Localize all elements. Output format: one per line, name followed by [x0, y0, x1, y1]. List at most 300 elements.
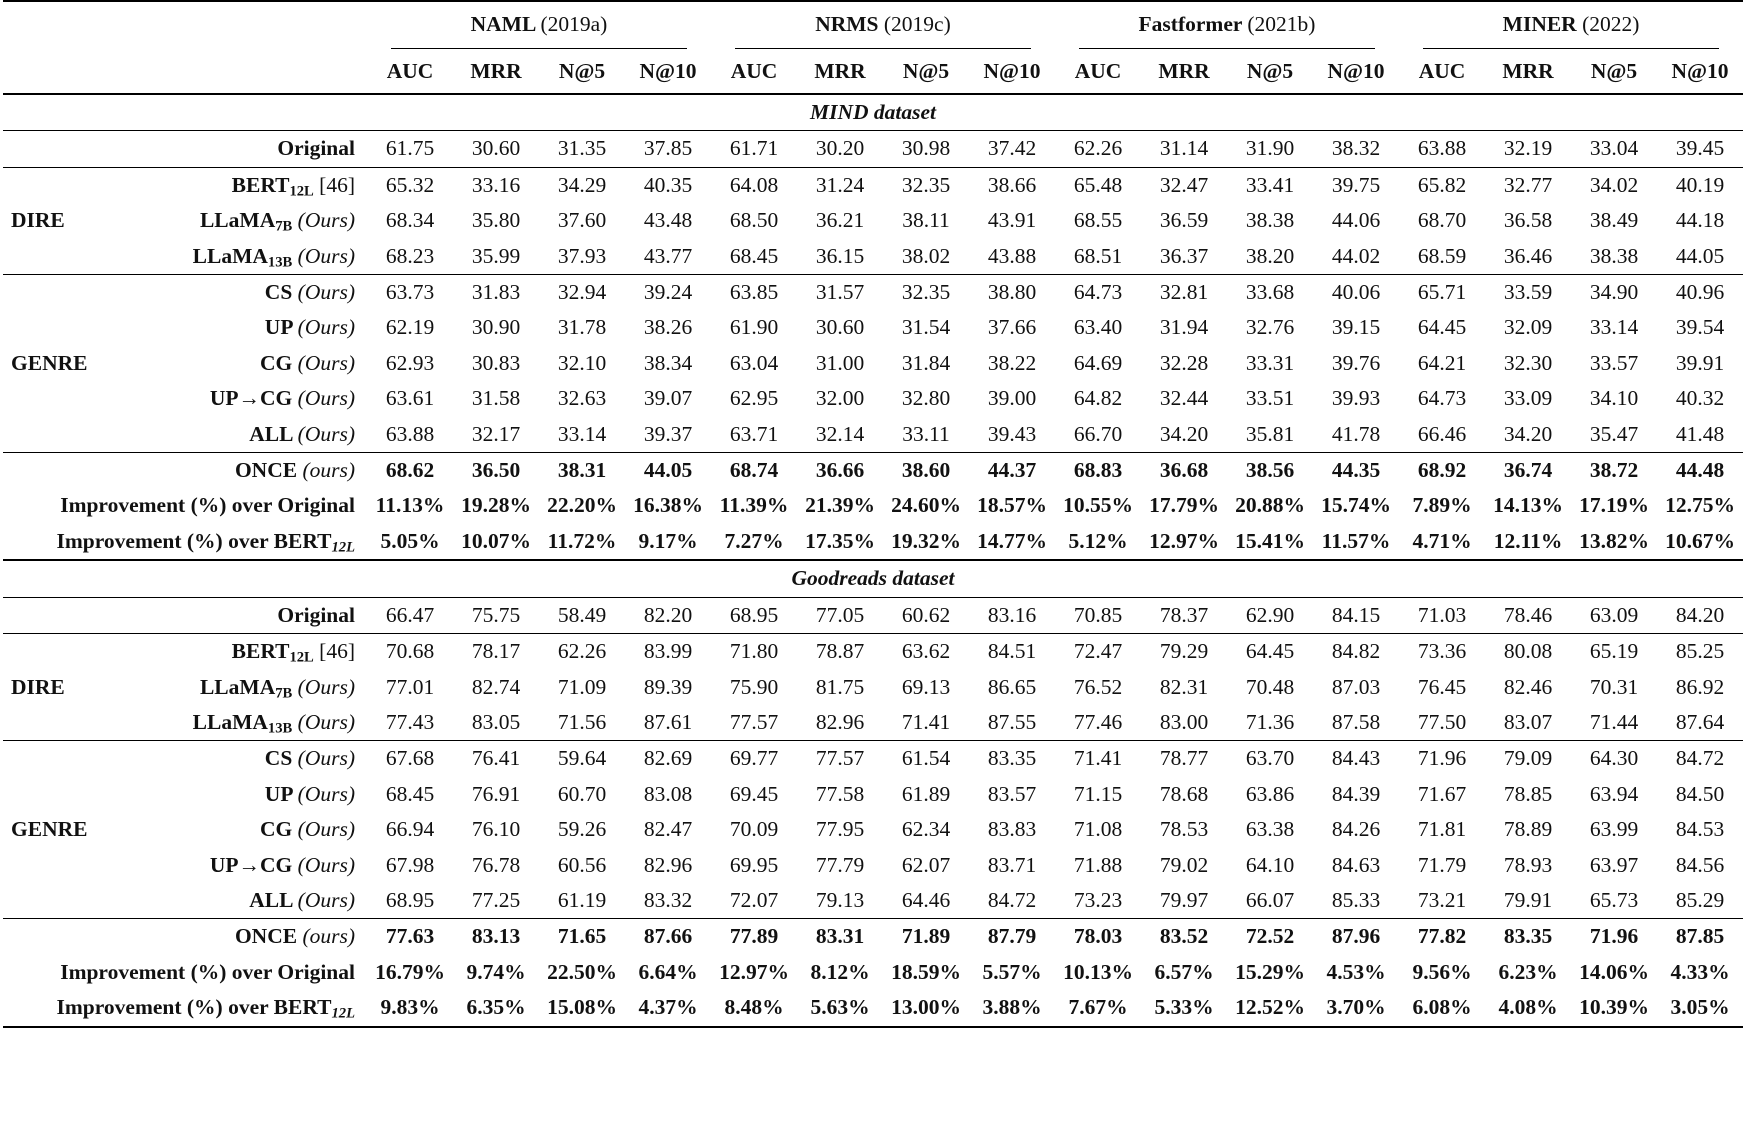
metric-value: 63.94 [1589, 781, 1639, 806]
metric-value: 71.41 [1055, 741, 1141, 777]
method-suffix: (ours) [302, 458, 355, 483]
metric-header: MRR [814, 59, 866, 83]
metric-value: 84.63 [1331, 852, 1381, 877]
metric-value: 78.17 [453, 634, 539, 670]
metric-value: 83.99 [625, 634, 711, 670]
metric-value: 17.35% [805, 528, 875, 553]
metric-value: 83.31 [797, 919, 883, 955]
metric-value: 61.75 [367, 131, 453, 167]
metric-value: 87.64 [1675, 709, 1725, 734]
metric-value: 32.94 [539, 275, 625, 311]
metric-value: 34.20 [1159, 421, 1209, 446]
improvement-label: Improvement (%) over BERT [56, 995, 332, 1020]
metric-value: 82.96 [815, 709, 865, 734]
metric-value: 38.49 [1589, 208, 1639, 233]
metric-value: 76.41 [453, 741, 539, 777]
metric-value: 62.07 [901, 852, 951, 877]
model-header-naml [367, 1, 711, 49]
row-label [47, 167, 367, 203]
metric-value: 32.10 [557, 350, 607, 375]
method-suffix: (Ours) [297, 280, 355, 305]
method-subscript: 13B [267, 254, 293, 271]
metric-value: 76.10 [471, 817, 521, 842]
metric-value: 19.28% [461, 493, 531, 518]
metric-value: 77.25 [471, 887, 521, 912]
metric-value: 68.34 [385, 208, 435, 233]
metric-value: 8.12% [810, 959, 870, 984]
metric-value: 38.22 [987, 350, 1037, 375]
metric-value: 73.23 [1073, 887, 1123, 912]
metric-value: 38.32 [1313, 131, 1399, 167]
method-suffix: (Ours) [297, 674, 355, 699]
metric-value: 71.96 [1399, 741, 1485, 777]
table-row-genre [3, 848, 1743, 883]
metric-value: 44.37 [969, 453, 1055, 489]
metric-value: 33.16 [453, 167, 539, 203]
row-label [47, 883, 367, 919]
metric-value: 36.66 [797, 453, 883, 489]
row-label [47, 275, 367, 311]
metric-value: 77.79 [815, 852, 865, 877]
metric-value: 34.02 [1571, 167, 1657, 203]
row-label [47, 346, 367, 381]
metric-value: 69.13 [901, 674, 951, 699]
metric-value: 68.62 [367, 453, 453, 489]
metric-value: 44.05 [625, 453, 711, 489]
metric-value: 87.79 [969, 919, 1055, 955]
metric-value: 70.48 [1245, 674, 1295, 699]
metric-value: 77.05 [797, 597, 883, 633]
metric-value: 6.23% [1498, 959, 1558, 984]
metric-value: 32.47 [1141, 167, 1227, 203]
metric-value: 78.03 [1055, 919, 1141, 955]
metric-value: 6.35% [453, 990, 539, 1026]
metric-value: 33.41 [1227, 167, 1313, 203]
metric-value: 84.50 [1675, 781, 1725, 806]
metric-value: 43.77 [643, 243, 693, 268]
row-label [47, 848, 367, 883]
row-label [47, 131, 367, 167]
metric-value: 71.08 [1073, 817, 1123, 842]
metric-header: AUC [1418, 59, 1466, 83]
metric-value: 71.81 [1417, 817, 1467, 842]
row-label: Improvement (%) over Original [60, 959, 355, 984]
metric-value: 71.03 [1399, 597, 1485, 633]
metric-value: 44.06 [1331, 208, 1381, 233]
group-label-genre: GENRE [3, 741, 47, 919]
metric-value: 80.08 [1485, 634, 1571, 670]
metric-value: 3.88% [969, 990, 1055, 1026]
metric-value: 40.32 [1675, 386, 1725, 411]
metric-header: N@5 [1590, 59, 1638, 83]
metric-value: 62.90 [1227, 597, 1313, 633]
metric-value: 22.20% [547, 493, 617, 518]
table-row-original [3, 597, 1743, 633]
metric-value: 21.39% [805, 493, 875, 518]
metric-value: 77.57 [797, 741, 883, 777]
metric-value: 4.71% [1412, 528, 1472, 553]
table-row-improvement-original [3, 955, 1743, 990]
method-name: ONCE [234, 924, 298, 949]
metric-value: 32.19 [1485, 131, 1571, 167]
metric-value: 63.62 [883, 634, 969, 670]
method-suffix: (Ours) [297, 208, 355, 233]
metric-value: 71.44 [1589, 709, 1639, 734]
metric-value: 71.67 [1417, 781, 1467, 806]
metric-value: 43.48 [643, 208, 693, 233]
metric-value: 31.83 [453, 275, 539, 311]
method-name: CS [264, 746, 293, 771]
metric-value: 87.66 [625, 919, 711, 955]
metric-value: 71.89 [883, 919, 969, 955]
metric-value: 38.11 [902, 208, 950, 233]
metric-value: 63.99 [1589, 817, 1639, 842]
metric-value: 77.95 [815, 817, 865, 842]
metric-value: 38.26 [643, 315, 693, 340]
metric-value: 84.26 [1331, 817, 1381, 842]
metric-header-corner [3, 49, 367, 94]
citation: [46] [319, 172, 355, 197]
metric-value: 40.19 [1657, 167, 1743, 203]
metric-value: 32.44 [1159, 386, 1209, 411]
metric-value: 64.45 [1417, 315, 1467, 340]
metric-value: 64.46 [901, 887, 951, 912]
metric-value: 78.93 [1503, 852, 1553, 877]
metric-value: 9.17% [638, 528, 698, 553]
method-suffix: (Ours) [297, 386, 355, 411]
metric-value: 38.38 [1245, 208, 1295, 233]
method-name: LLaMA [192, 709, 268, 734]
metric-value: 37.93 [557, 243, 607, 268]
metric-value: 85.25 [1657, 634, 1743, 670]
metric-value: 68.95 [711, 597, 797, 633]
metric-value: 32.77 [1485, 167, 1571, 203]
metric-value: 78.77 [1141, 741, 1227, 777]
metric-value: 68.45 [729, 243, 779, 268]
dataset-title: Goodreads dataset [3, 560, 1743, 597]
metric-value: 78.85 [1503, 781, 1553, 806]
model-name: Fastformer [1138, 12, 1243, 36]
metric-value: 75.90 [729, 674, 779, 699]
metric-value: 63.97 [1589, 852, 1639, 877]
metric-value: 84.56 [1675, 852, 1725, 877]
metric-value: 17.79% [1149, 493, 1219, 518]
metric-value: 40.96 [1657, 275, 1743, 311]
method-name: Original [277, 136, 355, 161]
metric-value: 8.48% [711, 990, 797, 1026]
metric-value: 44.18 [1675, 208, 1725, 233]
metric-value: 75.75 [453, 597, 539, 633]
metric-value: 11.39% [719, 493, 789, 518]
metric-value: 82.31 [1159, 674, 1209, 699]
metric-value: 10.07% [461, 528, 531, 553]
results-body [3, 94, 1743, 1027]
row-label [47, 634, 367, 670]
metric-value: 84.72 [987, 887, 1037, 912]
method-subscript: 12L [331, 1005, 355, 1022]
metric-value: 32.35 [883, 167, 969, 203]
metric-value: 82.74 [471, 674, 521, 699]
method-name: BERT [231, 172, 290, 197]
metric-value: 71.15 [1073, 781, 1123, 806]
metric-value: 3.05% [1657, 990, 1743, 1026]
table-row-genre [3, 777, 1743, 812]
metric-value: 68.74 [711, 453, 797, 489]
metric-value: 30.90 [471, 315, 521, 340]
table-row-dire [3, 167, 1743, 203]
metric-value: 31.00 [815, 350, 865, 375]
metric-value: 68.59 [1417, 243, 1467, 268]
metric-value: 36.68 [1141, 453, 1227, 489]
metric-value: 32.28 [1159, 350, 1209, 375]
metric-value: 83.13 [453, 919, 539, 955]
group-cell [3, 597, 47, 633]
metric-value: 5.57% [982, 959, 1042, 984]
metric-value: 87.85 [1657, 919, 1743, 955]
metric-value: 20.88% [1235, 493, 1305, 518]
metric-value: 41.78 [1331, 421, 1381, 446]
model-name: NAML [470, 12, 536, 36]
metric-value: 4.37% [625, 990, 711, 1026]
metric-value: 66.47 [367, 597, 453, 633]
method-subscript: 7B [275, 685, 293, 702]
metric-value: 32.09 [1503, 315, 1553, 340]
metric-value: 66.70 [1073, 421, 1123, 446]
metric-value: 83.32 [643, 887, 693, 912]
metric-value: 63.88 [385, 421, 435, 446]
metric-value: 59.64 [539, 741, 625, 777]
improvement-label: Improvement (%) over BERT [56, 528, 332, 553]
metric-value: 70.09 [729, 817, 779, 842]
metric-value: 71.65 [539, 919, 625, 955]
table-row-improvement-bert [3, 990, 1743, 1026]
metric-header: N@10 [1671, 59, 1729, 83]
metric-value: 70.68 [367, 634, 453, 670]
metric-value: 76.91 [471, 781, 521, 806]
metric-value: 64.82 [1073, 386, 1123, 411]
metric-value: 73.36 [1399, 634, 1485, 670]
metric-header: MRR [470, 59, 522, 83]
metric-value: 63.70 [1227, 741, 1313, 777]
metric-value: 84.39 [1331, 781, 1381, 806]
group-cell [3, 453, 47, 489]
metric-value: 71.41 [901, 709, 951, 734]
group-label-genre: GENRE [3, 275, 47, 453]
metric-value: 34.90 [1571, 275, 1657, 311]
metric-header: N@5 [1246, 59, 1294, 83]
metric-value: 61.19 [557, 887, 607, 912]
metric-value: 31.35 [539, 131, 625, 167]
metric-value: 39.91 [1675, 350, 1725, 375]
dataset-title-row [3, 560, 1743, 597]
metric-value: 77.82 [1399, 919, 1485, 955]
metric-value: 10.39% [1571, 990, 1657, 1026]
metric-value: 83.07 [1503, 709, 1553, 734]
metric-value: 63.04 [729, 350, 779, 375]
metric-value: 64.10 [1245, 852, 1295, 877]
metric-value: 71.56 [557, 709, 607, 734]
metric-value: 64.73 [1417, 386, 1467, 411]
metric-value: 31.57 [797, 275, 883, 311]
metric-value: 59.26 [557, 817, 607, 842]
metric-value: 63.71 [729, 421, 779, 446]
metric-value: 63.40 [1073, 315, 1123, 340]
metric-header: N@5 [902, 59, 950, 83]
metric-value: 36.37 [1159, 243, 1209, 268]
metric-value: 12.75% [1665, 493, 1735, 518]
metric-header-row [3, 49, 1743, 94]
metric-value: 33.59 [1485, 275, 1571, 311]
metric-value: 38.02 [901, 243, 951, 268]
group-cell [3, 131, 47, 167]
row-label [47, 203, 367, 238]
metric-value: 38.34 [643, 350, 693, 375]
metric-value: 61.54 [883, 741, 969, 777]
method-subscript: 7B [275, 218, 293, 235]
row-label [47, 705, 367, 741]
metric-value: 14.77% [977, 528, 1047, 553]
row-label [47, 381, 367, 416]
metric-value: 7.67% [1055, 990, 1141, 1026]
method-subscript: 12L [289, 183, 314, 200]
metric-value: 68.92 [1399, 453, 1485, 489]
metric-value: 68.45 [385, 781, 435, 806]
row-label [47, 741, 367, 777]
row-label [47, 310, 367, 345]
metric-value: 77.89 [711, 919, 797, 955]
metric-value: 84.43 [1313, 741, 1399, 777]
metric-value: 61.90 [729, 315, 779, 340]
method-name: UP→CG [209, 852, 293, 877]
table-row-genre [3, 812, 1743, 847]
method-name: UP→CG [209, 386, 293, 411]
metric-value: 79.09 [1485, 741, 1571, 777]
metric-header: N@10 [639, 59, 697, 83]
metric-value: 18.59% [891, 959, 961, 984]
metric-value: 70.31 [1589, 674, 1639, 699]
citation: [46] [319, 639, 355, 664]
table-row-dire [3, 239, 1743, 275]
metric-value: 33.14 [557, 421, 607, 446]
table-row-once [3, 919, 1743, 955]
method-suffix: (ours) [302, 924, 355, 949]
metric-value: 43.88 [987, 243, 1037, 268]
metric-value: 32.17 [471, 421, 521, 446]
method-suffix: (Ours) [297, 709, 355, 734]
metric-value: 10.13% [1063, 959, 1133, 984]
model-year: (2022) [1582, 12, 1640, 36]
metric-value: 62.93 [385, 350, 435, 375]
metric-value: 18.57% [977, 493, 1047, 518]
metric-value: 39.43 [987, 421, 1037, 446]
metric-value: 78.37 [1141, 597, 1227, 633]
metric-value: 77.01 [385, 674, 435, 699]
metric-value: 35.99 [471, 243, 521, 268]
row-label [47, 239, 367, 275]
metric-value: 33.14 [1589, 315, 1639, 340]
metric-value: 77.63 [367, 919, 453, 955]
row-label [47, 597, 367, 633]
method-name: CG [260, 817, 293, 842]
metric-value: 9.56% [1412, 959, 1472, 984]
group-label-dire: DIRE [3, 167, 47, 274]
metric-value: 71.79 [1417, 852, 1467, 877]
metric-value: 35.80 [471, 208, 521, 233]
metric-value: 39.15 [1331, 315, 1381, 340]
metric-value: 68.51 [1073, 243, 1123, 268]
metric-value: 38.38 [1589, 243, 1639, 268]
table-row-genre [3, 417, 1743, 453]
metric-value: 83.57 [987, 781, 1037, 806]
metric-value: 77.50 [1417, 709, 1467, 734]
metric-value: 83.52 [1141, 919, 1227, 955]
metric-value: 15.08% [539, 990, 625, 1026]
table-row-original [3, 131, 1743, 167]
metric-value: 87.03 [1331, 674, 1381, 699]
metric-value: 84.53 [1675, 817, 1725, 842]
metric-value: 65.71 [1399, 275, 1485, 311]
metric-value: 79.91 [1503, 887, 1553, 912]
metric-value: 39.00 [987, 386, 1037, 411]
metric-value: 71.80 [711, 634, 797, 670]
row-label: Improvement (%) over Original [60, 493, 355, 518]
method-name: ONCE [234, 458, 298, 483]
metric-value: 32.76 [1245, 315, 1295, 340]
method-name: LLaMA [199, 208, 276, 233]
metric-value: 65.32 [367, 167, 453, 203]
metric-value: 72.52 [1227, 919, 1313, 955]
metric-value: 82.20 [625, 597, 711, 633]
metric-value: 30.98 [883, 131, 969, 167]
metric-value: 7.89% [1412, 493, 1472, 518]
metric-value: 13.00% [883, 990, 969, 1026]
metric-value: 33.04 [1571, 131, 1657, 167]
method-name: Original [277, 602, 355, 627]
model-name: MINER [1502, 12, 1577, 36]
metric-value: 44.05 [1675, 243, 1725, 268]
metric-value: 37.66 [987, 315, 1037, 340]
metric-value: 69.77 [711, 741, 797, 777]
table-row-improvement-original [3, 488, 1743, 523]
metric-value: 83.00 [1159, 709, 1209, 734]
metric-value: 79.29 [1141, 634, 1227, 670]
metric-value: 6.57% [1154, 959, 1214, 984]
metric-value: 82.96 [643, 852, 693, 877]
metric-value: 66.07 [1245, 887, 1295, 912]
metric-value: 16.38% [633, 493, 703, 518]
metric-value: 7.27% [724, 528, 784, 553]
metric-value: 84.72 [1657, 741, 1743, 777]
results-table-container [3, 0, 1743, 1148]
metric-value: 64.69 [1073, 350, 1123, 375]
metric-value: 19.32% [891, 528, 961, 553]
method-suffix: (Ours) [297, 315, 355, 340]
metric-value: 82.46 [1503, 674, 1553, 699]
metric-value: 87.58 [1331, 709, 1381, 734]
metric-value: 33.31 [1245, 350, 1295, 375]
metric-value: 81.75 [815, 674, 865, 699]
method-suffix: (Ours) [297, 852, 355, 877]
metric-value: 73.21 [1417, 887, 1467, 912]
metric-value: 83.05 [471, 709, 521, 734]
metric-value: 61.71 [711, 131, 797, 167]
metric-value: 33.51 [1245, 386, 1295, 411]
metric-value: 32.35 [883, 275, 969, 311]
metric-value: 12.52% [1227, 990, 1313, 1026]
model-year: (2019c) [883, 12, 951, 36]
metric-value: 33.68 [1227, 275, 1313, 311]
metric-value: 38.20 [1245, 243, 1295, 268]
